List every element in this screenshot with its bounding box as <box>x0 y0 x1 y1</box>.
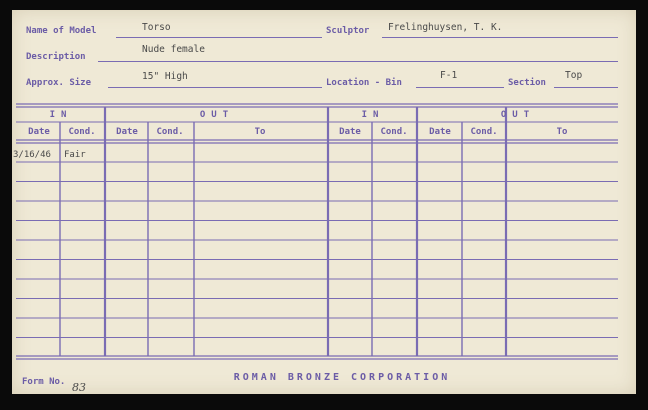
col-to-right: To <box>556 127 568 137</box>
col-to-left: To <box>254 127 266 137</box>
model-label: Name of Model <box>26 26 97 36</box>
section-value: Top <box>565 70 583 81</box>
company-name: ROMAN BRONZE CORPORATION <box>233 372 451 383</box>
record-table-grid <box>12 10 636 394</box>
col-cond-out-left: Cond. <box>156 127 184 137</box>
out-header-right: OUT <box>500 110 536 120</box>
col-date-in-right: Date <box>339 127 361 137</box>
col-cond-in-left: Cond. <box>68 127 96 137</box>
description-value: Nude female <box>142 44 205 55</box>
in-header-left: IN <box>49 110 73 120</box>
size-label: Approx. Size <box>26 78 92 88</box>
row1-cond: Fair <box>64 150 86 160</box>
col-date-out-left: Date <box>116 127 138 137</box>
col-cond-out-right: Cond. <box>470 127 498 137</box>
record-card <box>12 10 636 394</box>
description-label: Description <box>26 52 86 62</box>
col-date-in-left: Date <box>28 127 50 137</box>
location-label: Location - Bin <box>326 78 402 88</box>
location-value: F-1 <box>440 70 458 81</box>
form-no-value: 83 <box>72 381 86 394</box>
col-date-out-right: Date <box>429 127 451 137</box>
row1-date: 3/16/46 <box>13 150 51 160</box>
size-value: 15" High <box>142 71 188 82</box>
form-no-label: Form No. <box>22 377 66 387</box>
sculptor-label: Sculptor <box>326 26 370 36</box>
model-value: Torso <box>142 22 171 33</box>
out-header-left: OUT <box>199 110 235 120</box>
in-header-right: IN <box>361 110 385 120</box>
section-label: Section <box>508 78 546 88</box>
col-cond-in-right: Cond. <box>380 127 408 137</box>
sculptor-value: Frelinghuysen, T. K. <box>388 22 503 33</box>
